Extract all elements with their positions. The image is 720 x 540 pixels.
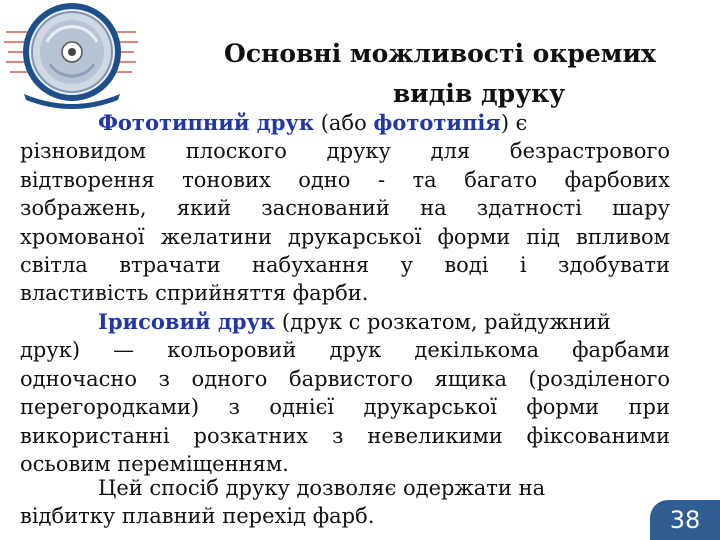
paragraph-iris-print: [20, 308, 670, 478]
term-phototypy: фототипія: [373, 110, 501, 135]
paragraph-line: Цей спосіб друку дозволяє одержати на: [98, 476, 546, 500]
paragraph-conclusion: [20, 474, 670, 531]
cd-disc-logo-icon: [2, 2, 140, 114]
paragraph-line: зображень, який заснований на здатності шару: [20, 196, 670, 221]
paragraph-line: одночасно з одного барвистого ящика (розділеного: [20, 366, 670, 391]
title-line-1: Основні можливості окремих: [224, 39, 656, 68]
term-phototype-print: Фототипний друк: [98, 110, 315, 135]
slide-title: [190, 34, 690, 114]
paragraph-line: друк) — кольоровий друк декількома фарбами: [20, 338, 670, 363]
paragraph-line: відбитку плавний перехід фарб.: [20, 504, 375, 529]
paragraph-line: світла втрачати набухання у воді і здобувати: [20, 253, 670, 278]
paragraph-line: відтворення тонових одно - та багато фарбових: [20, 167, 670, 192]
term-iris-print: Ірисовий друк: [98, 309, 276, 334]
paragraph-line: [20, 109, 670, 137]
paragraph-line: різновидом плоского друку для безрастрового: [20, 139, 670, 164]
page-number-badge: 38: [650, 500, 720, 540]
text-fragment: (або: [314, 111, 374, 135]
paragraph-line: перегородками) з однієї друкарської форми при: [20, 395, 670, 420]
paragraph-line: осьовим переміщенням.: [20, 452, 289, 477]
paragraph-phototype: [20, 109, 670, 308]
paragraph-line: властивість сприйняття фарби.: [20, 281, 369, 306]
paragraph-line: хромованої желатини друкарської форми під впливом: [20, 224, 670, 249]
paragraph-line: використанні розкатних з невеликими фіксованими: [20, 423, 670, 448]
text-fragment: ) є: [500, 111, 528, 135]
title-line-2: видів друку: [392, 79, 566, 108]
paragraph-line: [20, 308, 670, 336]
text-fragment: (друк с розкатом, райдужний: [275, 310, 611, 334]
